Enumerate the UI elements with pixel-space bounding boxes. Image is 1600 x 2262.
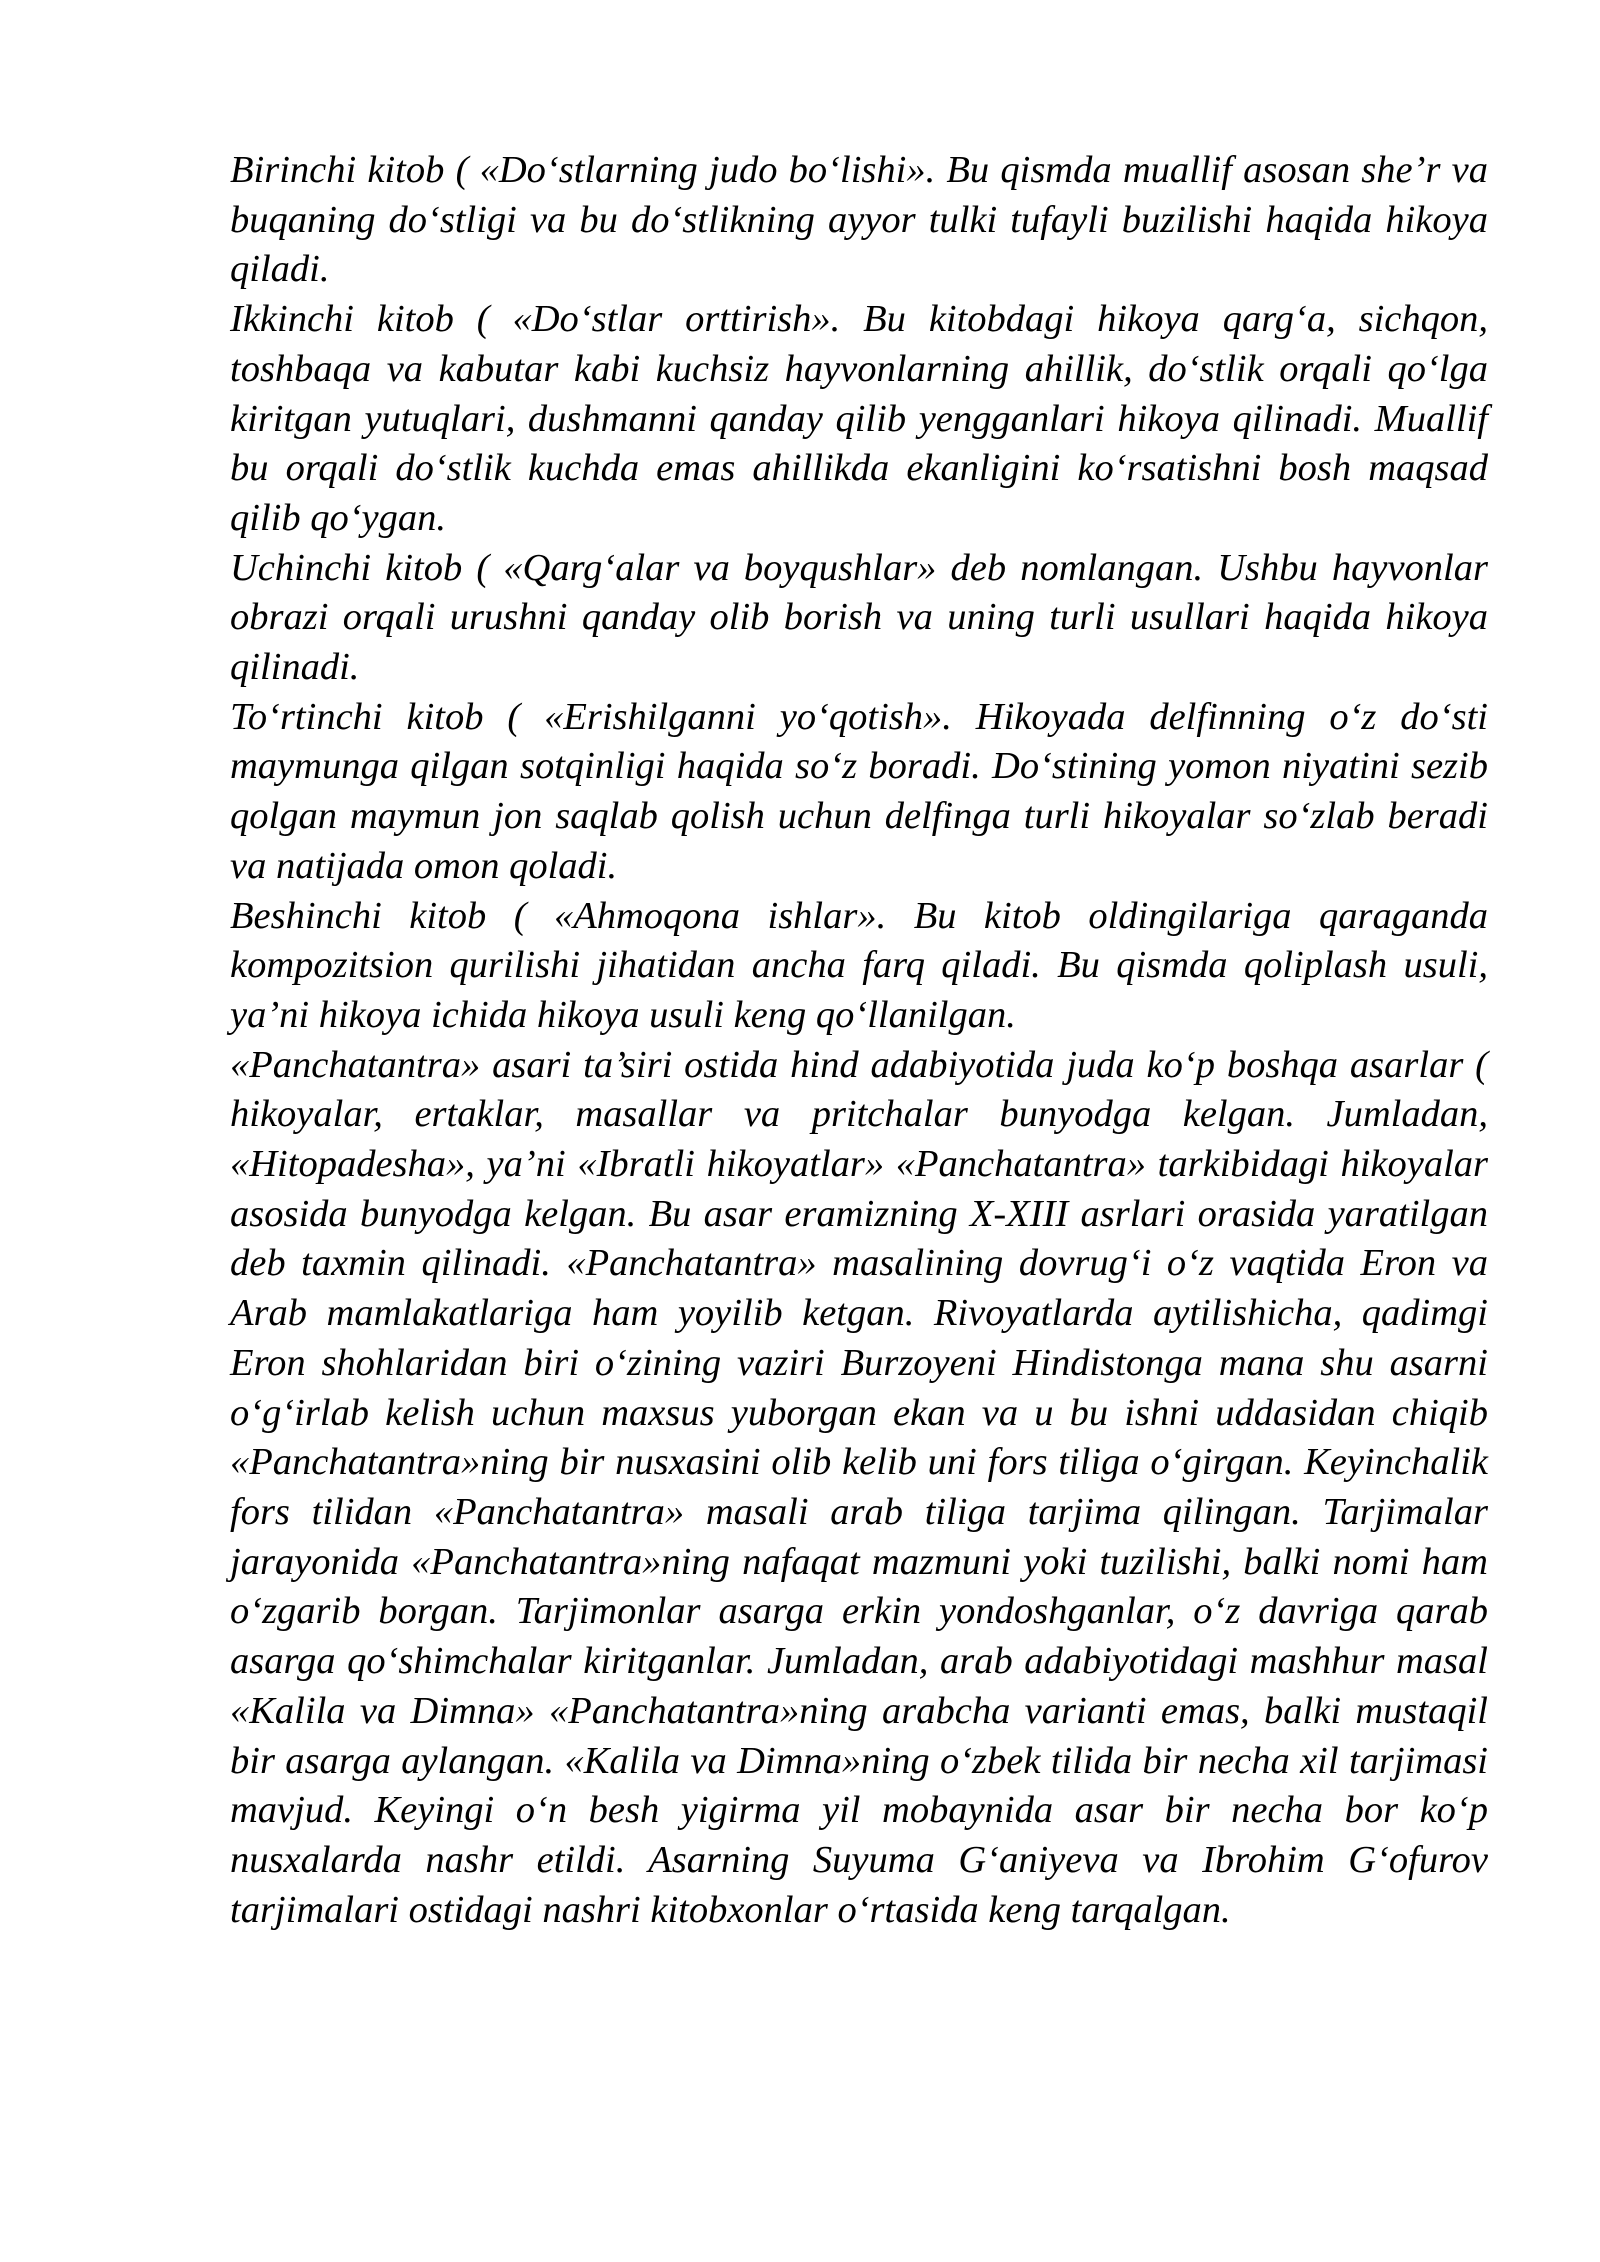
paragraph-panchatantra-influence: «Panchatantra» asari ta’siri ostida hind adabiyotida juda ko‘p boshqa asarlar ( hikoyalar, ertaklar, masallar va pritchalar bunyodga kelgan. Jumladan, «Hitopadesha», ya’ni «Ibratli hikoyatlar» «Panchatantra» tarkibidagi hikoyalar asosida bunyodga kelgan. Bu asar eramizning X-XIII asrlari orasida yaratilgan deb taxmin qilinadi. «Panchatantra» masalining dovrug‘i o‘z vaqtida Eron va Arab mamlakatlariga ham yoyilib ketgan. Rivoyatlarda aytilishicha, qadimgi Eron shohlaridan biri o‘zining vaziri Burzoyeni Hindistonga mana shu asarni o‘g‘irlab kelish uchun maxsus yuborgan ekan va u bu ishni uddasidan chiqib «Panchatantra»ning bir nusxasini olib kelib uni fors tiliga o‘girgan. Keyinchalik fors tilidan «Panchatantra» masali arab tiliga tarjima qilingan. Tarjimalar jarayonida «Panchatantra»ning nafaqat mazmuni yoki tuzilishi, balki nomi ham o‘zgarib borgan. Tarjimonlar asarga erkin yondoshganlar, o‘z davriga qarab asarga qo‘shimchalar kiritganlar. Jumladan, arab adabiyotidagi mashhur masal «Kalila va Dimna» «Panchatantra»ning arabcha varianti emas, balki mustaqil bir asarga aylangan. «Kalila va Dimna»ning o‘zbek tilida bir necha xil tarjimasi mavjud. Keyingi o‘n besh yigirma yil mobaynida asar bir necha bor ko‘p nusxalarda nashr etildi. Asarning Suyuma G‘aniyeva va Ibrohim G‘ofurov tarjimalari ostidagi nashri kitobxonlar o‘rtasida keng tarqalgan. [230,1043,1488,1931]
paragraph-second-book: Ikkinchi kitob ( «Do‘stlar orttirish». Bu kitobdagi hikoya qarg‘a, sichqon, toshbaqa va kabutar kabi kuchsiz hayvonlarning ahillik, do‘stlik orqali qo‘lga kiritgan yutuqlari, dushmanni qanday qilib yengganlari hikoya qilinadi. Muallif bu orqali do‘stlik kuchda emas ahillikda ekanligini ko‘rsatishni bosh maqsad qilib qo‘ygan. [230,298,1488,539]
paragraph-first-book: Birinchi kitob ( «Do‘stlarning judo bo‘lishi». Bu qismda muallif asosan she’r va buqaning do‘stligi va bu do‘stlikning ayyor tulki tufayli buzilishi haqida hikoya qiladi. [230,149,1488,291]
paragraph-fifth-book: Beshinchi kitob ( «Ahmoqona ishlar». Bu kitob oldingilariga qaraganda kompozitsion qurilishi jihatidan ancha farq qiladi. Bu qismda qoliplash usuli, ya’ni hikoya ichida hikoya usuli keng qo‘llanilgan. [230,894,1488,1036]
paragraph-fourth-book: To‘rtinchi kitob ( «Erishilganni yo‘qotish». Hikoyada delfinning o‘z do‘sti maymunga qilgan sotqinligi haqida so‘z boradi. Do‘stining yomon niyatini sezib qolgan maymun jon saqlab qolish uchun delfinga turli hikoyalar so‘zlab beradi va natijada omon qoladi. [230,695,1488,887]
body-text [230,146,1488,1935]
paragraph-third-book: Uchinchi kitob ( «Qarg‘alar va boyqushlar» deb nomlangan. Ushbu hayvonlar obrazi orqali urushni qanday olib borish va uning turli usullari haqida hikoya qilinadi. [230,546,1488,689]
